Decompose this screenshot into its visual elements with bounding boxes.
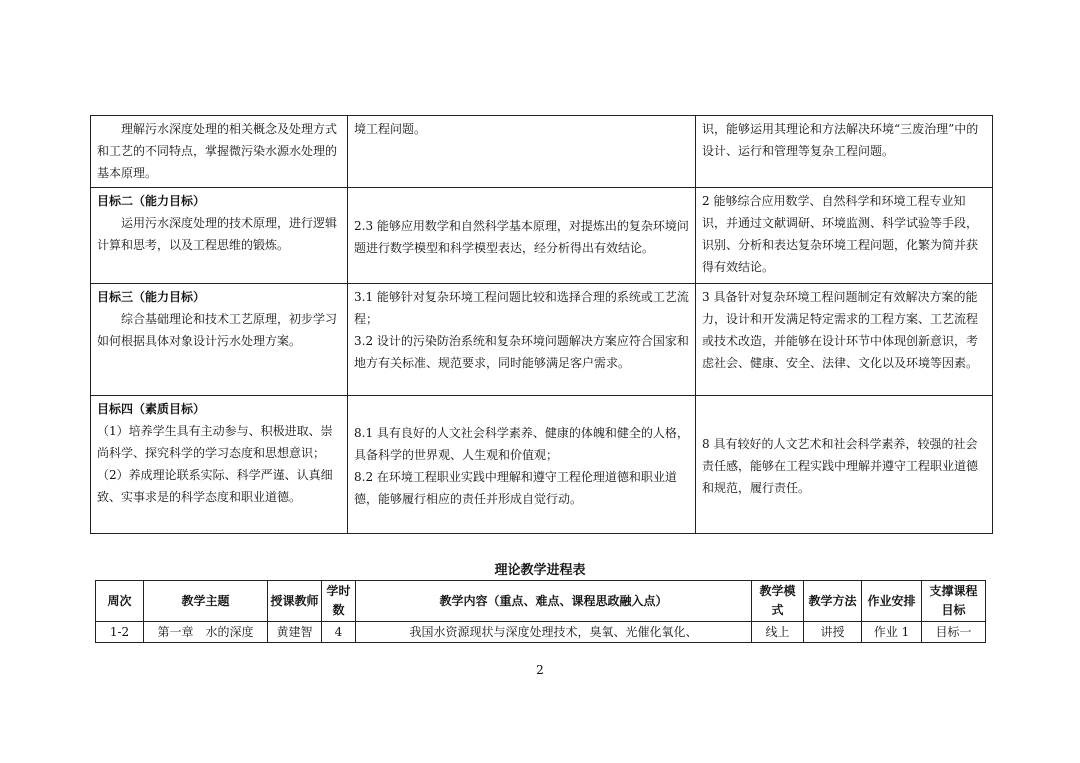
requirement-text: 2.3 能够应用数学和自然科学基本原理，对提炼出的复杂环境问题进行数学模型和科学模型表达，经分析得出有效结论。 <box>354 218 689 255</box>
cell-hours: 4 <box>322 622 356 643</box>
table-row <box>91 188 993 284</box>
requirement-cell <box>348 188 696 284</box>
header-method: 教学方法 <box>804 581 862 622</box>
teaching-schedule-table <box>95 580 986 643</box>
requirement-item: 8.2 在环境工程职业实践中理解和遵守工程伦理道德和职业道德，能够履行相应的责任并形成自觉行动。 <box>354 469 677 506</box>
table-row <box>91 284 993 396</box>
header-content: 教学内容（重点、难点、课程思政融入点） <box>356 581 752 622</box>
objective-title: 目标三（能力目标） <box>97 290 206 304</box>
schedule-title: 理论教学进程表 <box>494 563 586 578</box>
graduation-text: 识，能够运用其理论和方法解决环境“三废治理”中的设计、运行和管理等复杂工程问题。 <box>702 122 979 158</box>
page-number: 2 <box>536 663 544 677</box>
objective-cell <box>91 116 348 188</box>
objective-cell <box>91 396 348 534</box>
header-topic: 教学主题 <box>144 581 268 622</box>
table-row <box>91 116 993 188</box>
cell-content: 我国水资源现状与深度处理技术，臭氧、光催化氧化、 <box>356 622 752 643</box>
requirement-text: 境工程问题。 <box>354 122 427 136</box>
cell-mode: 线上 <box>752 622 804 643</box>
cell-week: 1-2 <box>96 622 144 643</box>
cell-method: 讲授 <box>804 622 862 643</box>
header-mode: 教学模式 <box>752 581 804 622</box>
header-teacher: 授课教师 <box>268 581 322 622</box>
requirement-cell <box>348 396 696 534</box>
cell-topic: 第一章 水的深度 <box>144 622 268 643</box>
graduation-text: 8 具有较好的人文艺术和社会科学素养，较强的社会责任感，能够在工程实践中理解并遵守工程职业道德和规范，履行责任。 <box>702 436 979 495</box>
graduation-text: 3 具备针对复杂环境工程问题制定有效解决方案的能力，设计和开发满足特定需求的工程方案、工艺流程或技术改造，并能够在设计环节中体现创新意识，考虑社会、健康、安全、法律、文化以及环境等因素。 <box>702 290 979 370</box>
objective-text: 运用污水深度处理的技术原理，进行逻辑计算和思考，以及工程思维的锻炼。 <box>97 216 338 252</box>
header-hours: 学时数 <box>322 581 356 622</box>
graduation-cell <box>696 116 993 188</box>
objective-text: 综合基础理论和技术工艺原理，初步学习如何根据具体对象设计污水处理方案。 <box>97 312 338 348</box>
header-week: 周次 <box>96 581 144 622</box>
cell-teacher: 黄建智 <box>268 622 322 643</box>
table-row <box>96 622 986 643</box>
cell-objective: 目标一 <box>922 622 986 643</box>
objective-title: 目标四（素质目标） <box>97 402 206 416</box>
objective-cell <box>91 188 348 284</box>
schedule-header-row <box>96 581 986 622</box>
course-objectives-table <box>90 115 993 534</box>
objective-cell <box>91 284 348 396</box>
requirement-item: 3.1 能够针对复杂环境工程问题比较和选择合理的系统或工艺流程； <box>354 290 689 326</box>
objective-item: （2）养成理论联系实际、科学严谨、认真细致、实事求是的科学态度和职业道德。 <box>97 468 333 504</box>
graduation-cell <box>696 396 993 534</box>
requirement-cell <box>348 284 696 396</box>
graduation-cell <box>696 188 993 284</box>
objective-title: 目标二（能力目标） <box>97 194 206 208</box>
requirement-item: 3.2 设计的污染防治系统和复杂环境问题解决方案应符合国家和地方有关标准、规范要求，同时能够满足客户需求。 <box>354 334 689 370</box>
header-homework: 作业安排 <box>862 581 922 622</box>
graduation-cell <box>696 284 993 396</box>
table-row <box>91 396 993 534</box>
objective-text: 理解污水深度处理的相关概念及处理方式和工艺的不同特点，掌握微污染水源水处理的基本原理。 <box>97 122 338 180</box>
header-objective: 支撑课程目标 <box>922 581 986 622</box>
requirement-cell <box>348 116 696 188</box>
cell-homework: 作业 1 <box>862 622 922 643</box>
objective-item: （1）培养学生具有主动参与、积极进取、崇尚科学、探究科学的学习态度和思想意识； <box>97 424 333 460</box>
graduation-text: 2 能够综合应用数学、自然科学和环境工程专业知识，并通过文献调研、环境监测、科学试验等手段，识别、分析和表达复杂环境工程问题，化繁为简并获得有效结论。 <box>702 194 979 274</box>
requirement-item: 8.1 具有良好的人文社会科学素养、健康的体魄和健全的人格，具备科学的世界观、人生观和价值观； <box>354 425 689 462</box>
